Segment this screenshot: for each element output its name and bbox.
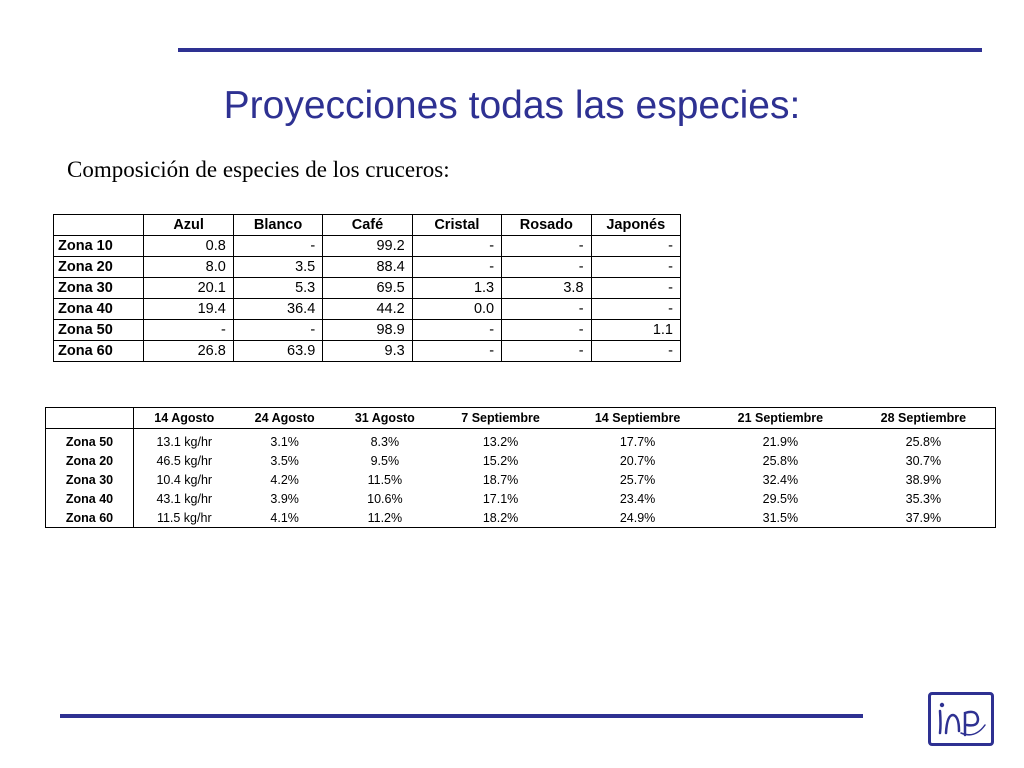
row-label: Zona 50 [46, 429, 134, 452]
table-cell: - [502, 257, 591, 278]
table-cell: 30.7% [905, 453, 942, 468]
table-cell: 24.9% [619, 510, 656, 525]
table-cell: 88.4 [323, 257, 412, 278]
top-rule [178, 48, 982, 52]
table-row [54, 299, 681, 320]
header-cell: 28 Septiembre [852, 408, 996, 429]
table-cell: - [412, 257, 501, 278]
table-row [46, 451, 996, 470]
header-cell [54, 215, 144, 236]
table-cell: - [233, 236, 322, 257]
page-subtitle: Composición de especies de los cruceros: [67, 157, 450, 182]
table-cell: 0.8 [144, 236, 233, 257]
table-cell: 44.2 [323, 299, 412, 320]
table-cell: 8.0 [144, 257, 233, 278]
table-row [46, 489, 996, 508]
table-cell: 8.3% [370, 434, 400, 449]
table-cell: 23.4% [619, 491, 656, 506]
projections-table [45, 407, 996, 528]
header-cell: Rosado [502, 215, 591, 236]
table-cell: 29.5% [762, 491, 799, 506]
table-cell: 69.5 [323, 278, 412, 299]
table-cell: 15.2% [482, 453, 519, 468]
table-cell: 1.1 [591, 320, 680, 341]
table-cell: 3.1% [270, 434, 299, 449]
row-label: Zona 10 [54, 236, 144, 257]
row-label: Zona 40 [46, 489, 134, 508]
table-header-row [54, 215, 681, 236]
table-cell: 4.1% [270, 510, 299, 525]
table-cell: 37.9% [905, 510, 942, 525]
table-cell: 5.3 [233, 278, 322, 299]
table-cell: 20.1 [144, 278, 233, 299]
table-cell: 10.4 kg/hr [156, 472, 213, 487]
row-label: Zona 60 [46, 508, 134, 528]
row-label: Zona 30 [46, 470, 134, 489]
row-label: Zona 50 [54, 320, 144, 341]
header-cell [46, 408, 134, 429]
table-cell: 18.7% [482, 472, 519, 487]
table-row [54, 278, 681, 299]
table-row [46, 429, 996, 452]
table-row [54, 257, 681, 278]
table-cell: 20.7% [619, 453, 656, 468]
header-cell: 14 Septiembre [566, 408, 709, 429]
table-cell: 98.9 [323, 320, 412, 341]
table-cell: 18.2% [482, 510, 519, 525]
table-cell: 0.0 [412, 299, 501, 320]
table-cell: 17.7% [619, 434, 656, 449]
table-cell: 1.3 [412, 278, 501, 299]
table-cell: - [591, 341, 680, 362]
header-cell: Cristal [412, 215, 501, 236]
table-cell: 9.3 [323, 341, 412, 362]
table-cell: - [591, 278, 680, 299]
table-cell: - [591, 299, 680, 320]
table-cell: 19.4 [144, 299, 233, 320]
species-composition-table [53, 214, 681, 362]
inp-logo-icon [928, 692, 994, 746]
bottom-rule [60, 714, 863, 718]
table-cell: - [412, 320, 501, 341]
table-cell: 36.4 [233, 299, 322, 320]
table-cell: - [591, 257, 680, 278]
header-cell: 14 Agosto [134, 408, 235, 429]
row-label: Zona 60 [54, 341, 144, 362]
table-cell: 9.5% [370, 453, 400, 468]
header-cell: Blanco [233, 215, 322, 236]
table-cell: 63.9 [233, 341, 322, 362]
table-cell: 25.8% [905, 434, 942, 449]
table-cell: 35.3% [905, 491, 942, 506]
row-label: Zona 30 [54, 278, 144, 299]
table-cell: - [502, 341, 591, 362]
table-cell: 11.5% [367, 472, 403, 487]
table-cell: 13.2% [482, 434, 519, 449]
header-cell: Azul [144, 215, 233, 236]
table-cell: 26.8 [144, 341, 233, 362]
table-cell: 21.9% [762, 434, 799, 449]
row-label: Zona 20 [54, 257, 144, 278]
table-row [46, 508, 996, 528]
table-cell: 25.7% [619, 472, 656, 487]
table-cell: 25.8% [762, 453, 799, 468]
header-cell: Café [323, 215, 412, 236]
table-cell: - [412, 236, 501, 257]
table-cell: 99.2 [323, 236, 412, 257]
table-cell: 3.5% [270, 453, 299, 468]
table-row [54, 236, 681, 257]
header-cell: 31 Agosto [335, 408, 435, 429]
header-cell: Japonés [591, 215, 680, 236]
table-cell: - [591, 236, 680, 257]
table-cell: 38.9% [905, 472, 942, 487]
table-row [54, 320, 681, 341]
table-row [46, 470, 996, 489]
table-cell: 17.1% [482, 491, 519, 506]
header-cell: 7 Septiembre [435, 408, 566, 429]
page-title: Proyecciones todas las especies: [223, 84, 801, 127]
table-cell: 32.4% [762, 472, 799, 487]
table-cell: - [233, 320, 322, 341]
table-cell: 11.5 kg/hr [156, 510, 212, 525]
table-cell: 3.9% [270, 491, 299, 506]
table-cell: 46.5 kg/hr [156, 453, 213, 468]
table-row [54, 341, 681, 362]
table-cell: - [502, 320, 591, 341]
table-cell: 3.8 [502, 278, 591, 299]
table-header-row [46, 408, 996, 429]
table-cell: - [502, 236, 591, 257]
table-cell: - [502, 299, 591, 320]
table-cell: 4.2% [270, 472, 299, 487]
table-cell: - [412, 341, 501, 362]
header-cell: 21 Septiembre [709, 408, 852, 429]
table-cell: 31.5% [762, 510, 799, 525]
row-label: Zona 40 [54, 299, 144, 320]
table-cell: - [144, 320, 233, 341]
table-cell: 43.1 kg/hr [156, 491, 213, 506]
table-cell: 11.2% [367, 510, 403, 525]
header-cell: 24 Agosto [235, 408, 335, 429]
row-label: Zona 20 [46, 451, 134, 470]
table-cell: 10.6% [367, 491, 403, 506]
table-cell: 13.1 kg/hr [156, 434, 213, 449]
table-cell: 3.5 [233, 257, 322, 278]
